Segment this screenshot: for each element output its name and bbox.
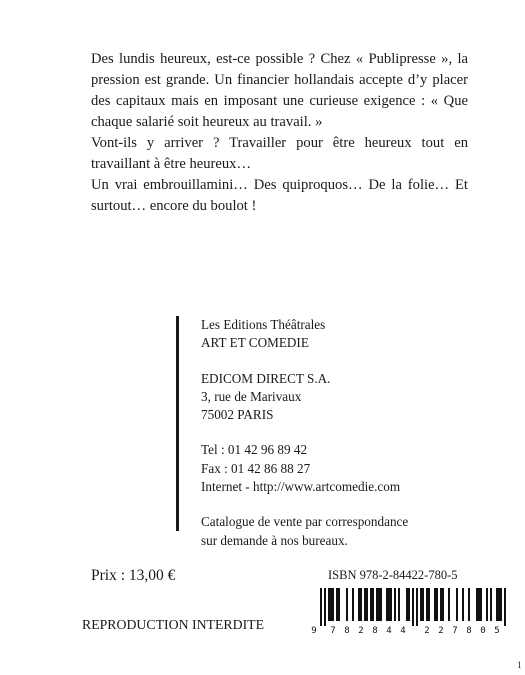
back-cover-blurb — [91, 49, 468, 217]
barcode-bar — [422, 588, 424, 621]
address-city: 75002 PARIS — [201, 407, 274, 423]
barcode-bar — [364, 588, 366, 621]
barcode-bar — [498, 588, 500, 621]
barcode-digit: 5 — [494, 626, 500, 636]
barcode-bar — [372, 588, 374, 621]
blurb-paragraph: Un vrai embrouillamini… Des quiproquos… De la folie… Et surtout… encore du boulot ! — [91, 177, 468, 214]
barcode-bar — [320, 588, 322, 626]
barcode-bar — [346, 588, 348, 621]
publisher-line: Les Editions Théâtrales — [201, 317, 326, 332]
barcode-digit: 7 — [452, 626, 458, 636]
barcode-bar — [448, 588, 450, 621]
barcode-bar — [478, 588, 480, 621]
blurb-paragraph: Vont-ils y arriver ? Travailler pour être heureux tout en travaillant à être heureux… — [91, 135, 468, 172]
barcode-bar — [324, 588, 326, 626]
blurb-paragraph: Des lundis heureux, est-ce possible ? Chez « Publipresse », la pression est grande. Un financier hollandais accepte d’y placer des capitaux mais en imposant une curieuse exigence : « Que chaque salarié soit heureux au travail. » — [91, 51, 468, 130]
website: Internet - http://www.artcomedie.com — [201, 479, 401, 495]
catalogue-line: sur demande à nos bureaux. — [201, 532, 348, 548]
barcode-bar — [378, 588, 380, 621]
barcode-bar — [376, 588, 378, 621]
barcode-digit: 2 — [424, 626, 430, 636]
barcode-digit: 0 — [480, 626, 486, 636]
barcode-digit: 8 — [372, 626, 378, 636]
distributor-name: EDICOM DIRECT S.A. — [201, 370, 331, 386]
barcode-bar — [380, 588, 382, 621]
barcode-bar — [500, 588, 502, 621]
barcode-bar — [398, 588, 400, 621]
address-street: 3, rue de Marivaux — [201, 388, 302, 404]
page-mark: 1 — [517, 660, 522, 670]
barcode-bar — [496, 588, 498, 621]
barcode-bar — [504, 588, 506, 626]
fax: Fax : 01 42 86 88 27 — [201, 460, 311, 476]
barcode-bar — [434, 588, 436, 621]
barcode-bar — [412, 588, 414, 626]
isbn-barcode — [310, 588, 508, 636]
barcode-digit: 4 — [386, 626, 392, 636]
barcode-bar — [366, 588, 368, 621]
barcode-digit: 2 — [438, 626, 444, 636]
barcode-bar — [428, 588, 430, 621]
barcode-graphic — [310, 588, 508, 636]
publisher-imprint: ART ET COMEDIE — [201, 335, 309, 351]
barcode-digit: 4 — [400, 626, 406, 636]
telephone: Tel : 01 42 96 89 42 — [201, 442, 308, 458]
barcode-bar — [468, 588, 470, 621]
contact-info — [201, 441, 439, 496]
barcode-bar — [386, 588, 388, 621]
barcode-bar — [480, 588, 482, 621]
barcode-bar — [408, 588, 410, 621]
barcode-bar — [420, 588, 422, 621]
barcode-digit: 2 — [358, 626, 364, 636]
barcode-bar — [358, 588, 360, 621]
publisher-name-group — [201, 316, 439, 353]
barcode-bar — [370, 588, 372, 621]
barcode-bar — [426, 588, 428, 621]
barcode-bar — [442, 588, 444, 621]
barcode-digit: 8 — [344, 626, 350, 636]
barcode-bar — [406, 588, 408, 621]
barcode-bar — [328, 588, 330, 621]
barcode-bar — [390, 588, 392, 621]
barcode-bar — [462, 588, 464, 621]
barcode-bar — [456, 588, 458, 621]
barcode-bar — [416, 588, 418, 626]
price-label: Prix : 13,00 € — [91, 567, 176, 584]
barcode-bar — [436, 588, 438, 621]
barcode-bar — [476, 588, 478, 621]
barcode-bar — [352, 588, 354, 621]
publisher-info — [176, 316, 439, 548]
barcode-digit: 9 — [311, 626, 317, 636]
catalogue-line: Catalogue de vente par correspondance — [201, 514, 409, 530]
reproduction-notice: REPRODUCTION INTERDITE — [82, 617, 265, 632]
catalogue-note — [201, 513, 439, 550]
barcode-bar — [332, 588, 334, 621]
distributor-address — [201, 370, 439, 425]
barcode-bar — [336, 588, 338, 621]
isbn-label: ISBN 978-2-84422-780-5 — [328, 568, 458, 582]
barcode-bar — [360, 588, 362, 621]
barcode-bar — [338, 588, 340, 621]
barcode-bar — [490, 588, 492, 621]
barcode-bar — [486, 588, 488, 621]
barcode-bar — [330, 588, 332, 621]
barcode-digit: 8 — [466, 626, 472, 636]
barcode-digit: 7 — [330, 626, 336, 636]
barcode-bar — [394, 588, 396, 621]
barcode-bar — [440, 588, 442, 621]
barcode-bar — [388, 588, 390, 621]
